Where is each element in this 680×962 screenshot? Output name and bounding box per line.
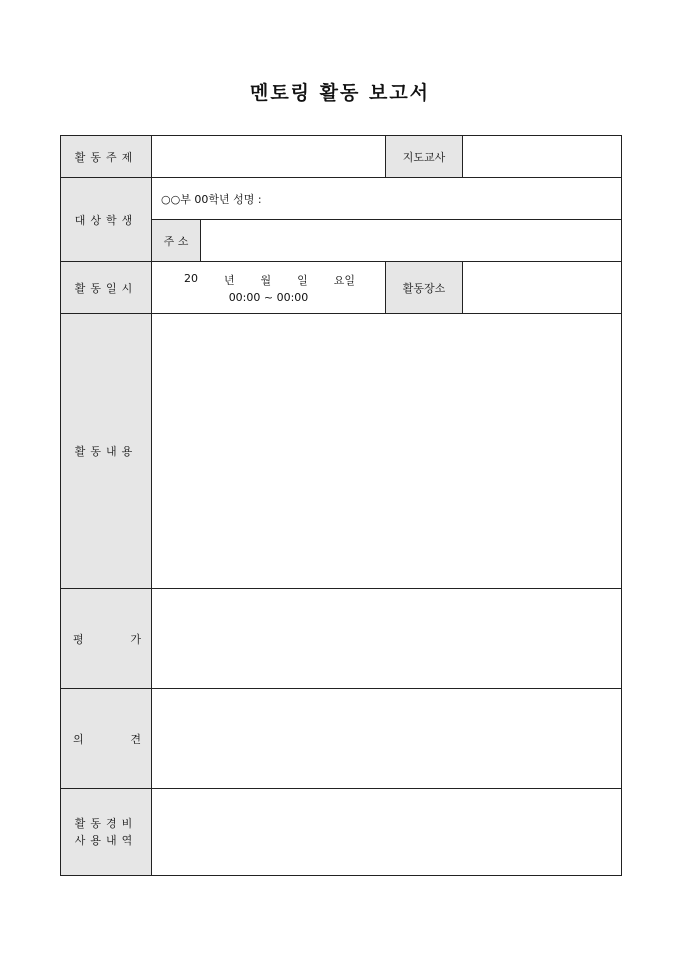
topic-field[interactable]: [152, 136, 386, 178]
date-month-unit: 월: [260, 273, 272, 287]
student-info-text: ○○부 00학년 성명 :: [161, 192, 262, 206]
expense-label-line1: 활동경비: [74, 817, 138, 830]
student-info-field[interactable]: [152, 178, 622, 220]
topic-label: 활동주제: [61, 136, 152, 178]
content-field[interactable]: [152, 314, 622, 589]
evaluation-label-part2: 가: [130, 632, 141, 646]
place-field[interactable]: [463, 262, 622, 314]
expense-label-line2: 사용내역: [74, 834, 138, 847]
address-label: 주 소: [152, 220, 201, 262]
datetime-label: 활동일시: [61, 262, 152, 314]
expense-label: [61, 789, 152, 876]
date-line: [152, 272, 385, 288]
datetime-field[interactable]: [152, 262, 386, 314]
teacher-label: 지도교사: [386, 136, 463, 178]
time-range: 00:00 ~ 00:00: [228, 290, 309, 304]
target-student-label: 대상학생: [61, 178, 152, 262]
expense-row: [61, 789, 622, 876]
teacher-field[interactable]: [463, 136, 622, 178]
expense-field[interactable]: [152, 789, 622, 876]
evaluation-field[interactable]: [152, 589, 622, 689]
target-student-row: [61, 178, 622, 220]
report-form-table: [60, 135, 622, 876]
evaluation-row: [61, 589, 622, 689]
opinion-label: [61, 689, 152, 789]
opinion-label-part2: 견: [130, 732, 141, 746]
date-weekday-unit: 요일: [333, 273, 355, 287]
opinion-label-part1: 의: [73, 732, 84, 746]
date-year-unit: 년: [223, 273, 235, 287]
content-row: [61, 314, 622, 589]
topic-row: [61, 136, 622, 178]
opinion-field[interactable]: [152, 689, 622, 789]
opinion-row: [61, 689, 622, 789]
date-day-unit: 일: [297, 273, 308, 287]
datetime-row: [61, 262, 622, 314]
date-year-prefix: 20: [184, 271, 198, 285]
page-title: 멘토링 활동 보고서: [249, 82, 431, 104]
place-label: 활동장소: [386, 262, 463, 314]
content-label: 활동내용: [61, 314, 152, 589]
evaluation-label-part1: 평: [73, 632, 84, 646]
address-field[interactable]: [201, 220, 622, 262]
evaluation-label: [61, 589, 152, 689]
